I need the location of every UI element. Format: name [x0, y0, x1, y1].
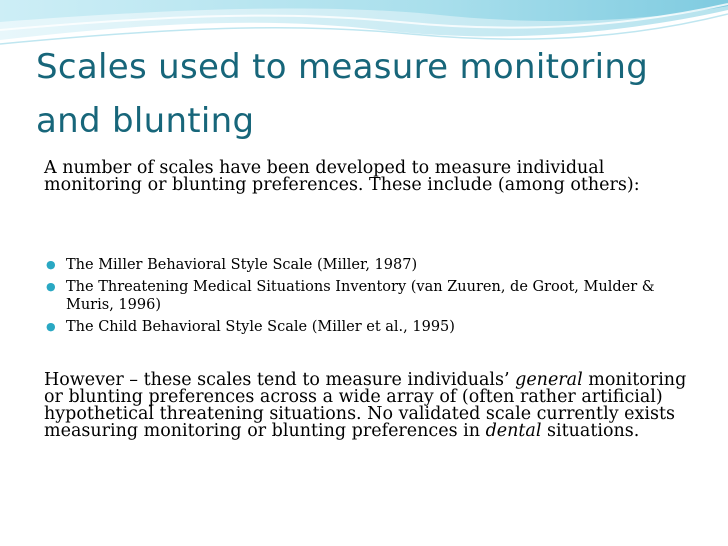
closing-text-part2: monitoring or blunting preferences across a wide array of (often rather artificial) hypothetical threatening situations. No validated scale currently exists measuring monitoring or blunting preferences in — [44, 370, 687, 441]
bullet-icon: ● — [46, 258, 56, 271]
bullet-icon: ● — [46, 320, 56, 333]
slide-title: Scales used to measure monitoring and blunting — [36, 47, 649, 141]
emphasis-dental: dental — [485, 421, 542, 441]
emphasis-general: general — [515, 370, 583, 390]
list-item — [46, 278, 686, 314]
list-item-text: The Child Behavioral Style Scale (Miller et al., 1995) — [66, 319, 455, 335]
intro-paragraph: A number of scales have been developed to measure individual monitoring or blunting preferences. These include (among others): — [44, 158, 640, 195]
closing-text-part3: situations. — [541, 421, 640, 441]
bullet-icon: ● — [46, 280, 56, 293]
list-item-text: The Threatening Medical Situations Inventory (van Zuuren, de Groot, Mulder & Muris, 1996) — [66, 279, 655, 313]
scales-list — [46, 256, 686, 340]
list-item-text: The Miller Behavioral Style Scale (Miller, 1987) — [66, 257, 418, 273]
list-item — [46, 318, 686, 336]
closing-paragraph — [44, 372, 704, 440]
closing-text-part1: However – these scales tend to measure individuals’ — [44, 370, 516, 390]
list-item — [46, 256, 686, 274]
